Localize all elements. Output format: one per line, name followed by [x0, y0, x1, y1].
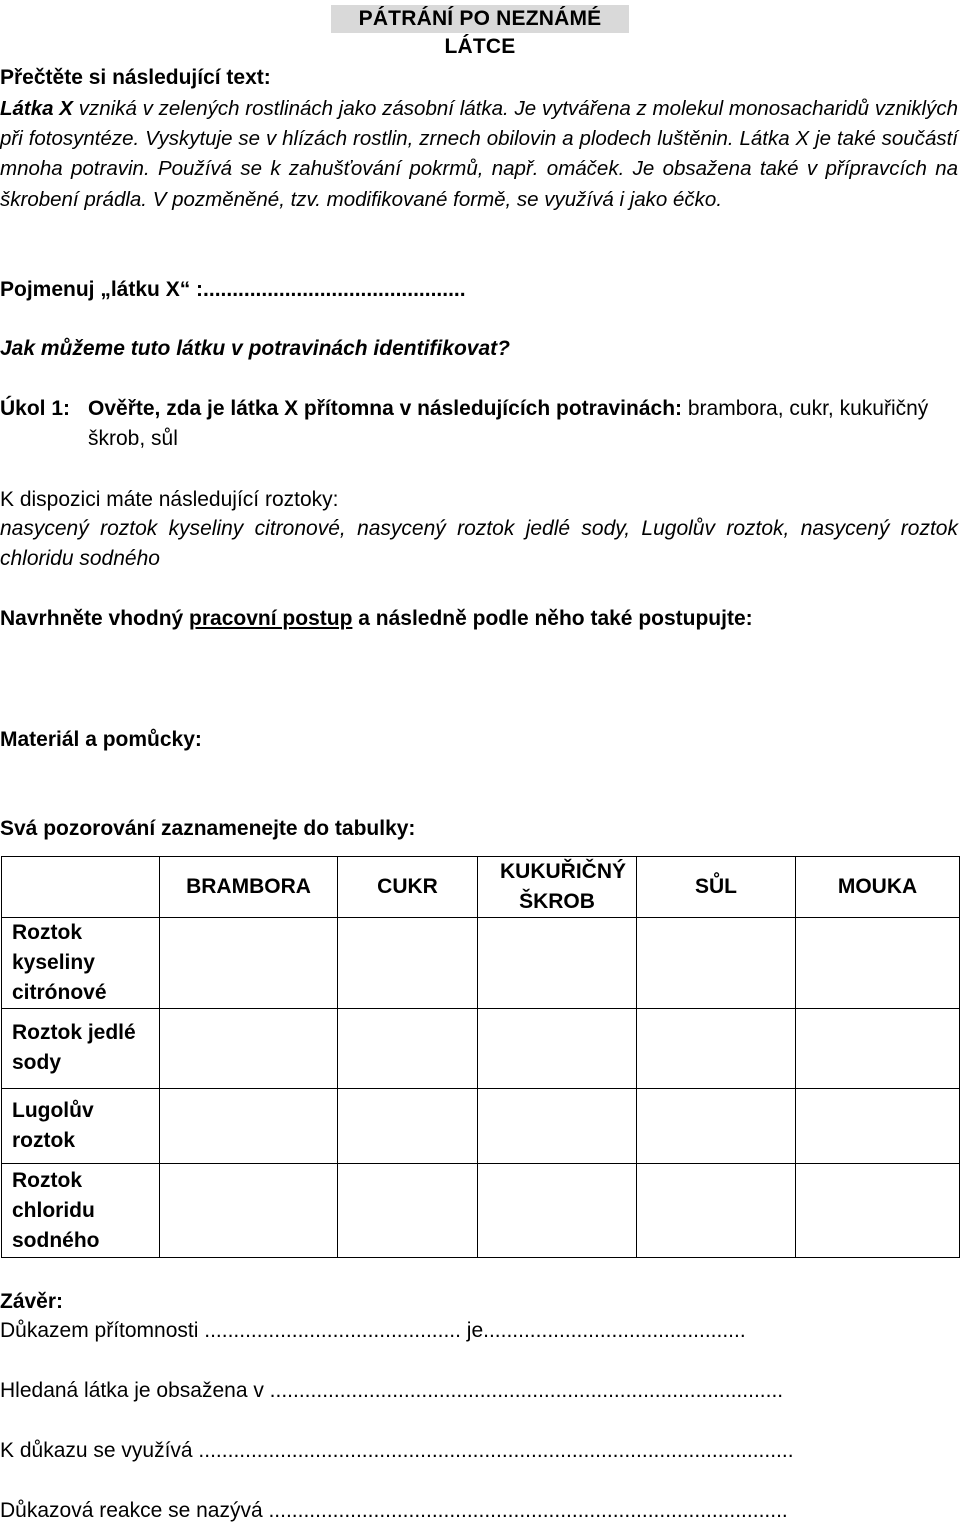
task-bold-text: Ověřte, zda je látka X přítomna v následujících potravinách:: [88, 397, 683, 420]
table-cell[interactable]: [637, 1089, 796, 1164]
table-header-row: [2, 857, 960, 918]
solutions-intro: K dispozici máte následující roztoky:: [0, 488, 339, 511]
row-header: Roztok kyseliny citrónové: [2, 918, 160, 1009]
page-title: PÁTRÁNÍ PO NEZNÁMÉ LÁTCE: [331, 5, 629, 33]
observation-table: [1, 856, 960, 1258]
conclusion-heading: Závěr:: [0, 1290, 64, 1313]
conclusion-line[interactable]: Hledaná látka je obsažena v ........................................................................................: [0, 1379, 784, 1402]
row-header: Roztok jedlé sody: [2, 1009, 160, 1089]
solutions-list: nasycený roztok kyseliny citronové, nasycený roztok jedlé sody, Lugolův roztok, nasycený roztok: [0, 517, 958, 540]
row-header: Roztok chloridu sodného: [2, 1164, 160, 1258]
conclusion-line[interactable]: K důkazu se využívá ......................................................................................................: [0, 1439, 794, 1462]
table-cell[interactable]: [478, 1089, 637, 1164]
table-cell[interactable]: [637, 1009, 796, 1089]
table-cell[interactable]: [796, 1164, 960, 1258]
table-corner-cell: [2, 857, 160, 918]
intro-paragraph: [0, 94, 958, 215]
column-header: KUKUŘIČNÝ ŠKROB: [478, 857, 637, 918]
task-label: Úkol 1:: [0, 397, 71, 420]
column-header: SŮL: [637, 857, 796, 918]
intro-text: vzniká v zelených rostlinách jako zásobní látka. Je vytvářena z molekul monosacharidů vzniklých při fotosyntéze. Vyskytuje se v hlízách rostlin, zrnech obilovin a plodech luštěnin. Látka X je také součástí mnoha potravin. Používá se k zahušťování pokrmů, např. omáček. Je obsažena také v přípravcích na škrobení prádla. V pozměněné, tzv. modifikované formě, se využívá i jako éčko.: [0, 97, 958, 211]
table-row: [2, 1089, 960, 1164]
design-instruction: [0, 604, 753, 634]
intro-heading: Přečtěte si následující text:: [0, 66, 271, 89]
table-row: [2, 1164, 960, 1258]
name-prompt: Pojmenuj „látku X“ :.............................................: [0, 278, 466, 301]
table-row: [2, 918, 960, 1009]
table-cell[interactable]: [160, 1164, 338, 1258]
table-cell[interactable]: [796, 1009, 960, 1089]
table-cell[interactable]: [160, 918, 338, 1009]
column-header: MOUKA: [796, 857, 960, 918]
table-cell[interactable]: [338, 1164, 478, 1258]
materials-heading: Materiál a pomůcky:: [0, 728, 202, 751]
row-header: Lugolův roztok: [2, 1089, 160, 1164]
table-row: [2, 1009, 960, 1089]
task-foods-line2: škrob, sůl: [88, 427, 178, 450]
intro-bold-lead: Látka X: [0, 97, 73, 120]
table-cell[interactable]: [338, 1009, 478, 1089]
table-cell[interactable]: [478, 1009, 637, 1089]
column-header: CUKR: [338, 857, 478, 918]
design-underlined: pracovní postup: [189, 607, 353, 630]
table-cell[interactable]: [338, 1089, 478, 1164]
conclusion-line[interactable]: Důkazem přítomnosti ............................................ je.............................................: [0, 1319, 746, 1342]
table-cell[interactable]: [160, 1009, 338, 1089]
table-cell[interactable]: [796, 1089, 960, 1164]
task-text: [88, 394, 928, 424]
observations-heading: Svá pozorování zaznamenejte do tabulky:: [0, 817, 416, 840]
conclusion-line[interactable]: Důkazová reakce se nazývá .........................................................................................: [0, 1499, 788, 1522]
table-cell[interactable]: [338, 918, 478, 1009]
table-cell[interactable]: [160, 1089, 338, 1164]
table-cell[interactable]: [637, 1164, 796, 1258]
design-before: Navrhněte vhodný: [0, 607, 190, 630]
table-cell[interactable]: [478, 918, 637, 1009]
task-foods: brambora, cukr, kukuřičný: [682, 397, 929, 420]
identify-question: Jak můžeme tuto látku v potravinách identifikovat?: [0, 337, 510, 360]
solutions-list-line2: chloridu sodného: [0, 547, 160, 570]
table-cell[interactable]: [796, 918, 960, 1009]
design-after: a následně podle něho také postupujte:: [352, 607, 753, 630]
table-cell[interactable]: [637, 918, 796, 1009]
table-cell[interactable]: [478, 1164, 637, 1258]
column-header: BRAMBORA: [160, 857, 338, 918]
